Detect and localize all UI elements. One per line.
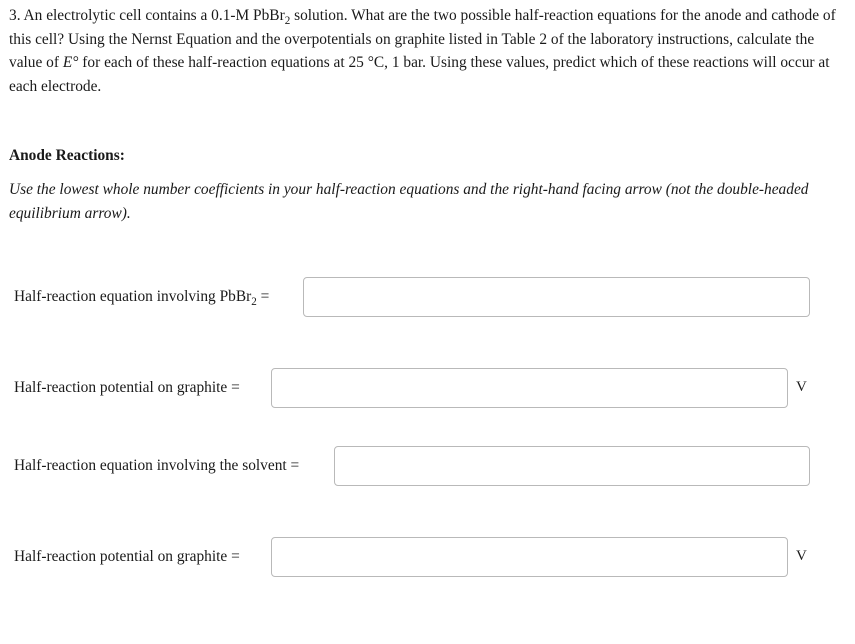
question-number: 3. xyxy=(9,7,21,24)
field-row-pbbr2-equation xyxy=(14,277,269,317)
question-text xyxy=(9,4,839,98)
field-label-potential-2: Half-reaction potential on graphite = xyxy=(14,548,240,565)
field-row-potential-1 xyxy=(14,368,807,408)
pbbr2-equation-input[interactable] xyxy=(303,277,810,317)
unit-volts-1: V xyxy=(796,379,807,395)
field-label-potential-1: Half-reaction potential on graphite = xyxy=(14,379,240,396)
section-instructions: Use the lowest whole number coefficients in your half-reaction equations and the right-hand facing arrow (not the double-headed equilibrium arrow). xyxy=(9,181,809,222)
potential-1-input[interactable] xyxy=(271,368,788,408)
unit-volts-2: V xyxy=(796,548,807,564)
question-sentence-part1: An electrolytic cell contains a 0.1-M PbBr xyxy=(23,7,285,24)
field-row-solvent-equation xyxy=(14,446,299,486)
field-row-potential-2 xyxy=(14,537,807,577)
subscript-2: 2 xyxy=(284,15,291,28)
potential-2-input[interactable] xyxy=(271,537,788,577)
question-sentence-part3: for each of these half-reaction equations at 25 °C, 1 bar. Using these values, predict which of these reactions will occur at each electrode. xyxy=(9,54,830,95)
question-sentence-part2: solution. What are the two possible half-reaction equations for the anode and cathode of this cell? Using the Nernst Equation and the overpotentials on graphite listed in Table 2 of the laboratory instructions, calculate the value of xyxy=(9,7,836,71)
field-label-pbbr2-equation: Half-reaction equation involving PbBr$_2$ = xyxy=(14,288,270,309)
solvent-equation-input[interactable] xyxy=(334,446,810,486)
field-label-solvent-equation: Half-reaction equation involving the solvent = xyxy=(14,457,300,474)
e-standard-symbol: E° xyxy=(62,54,79,71)
section-heading: Anode Reactions: xyxy=(9,147,125,164)
